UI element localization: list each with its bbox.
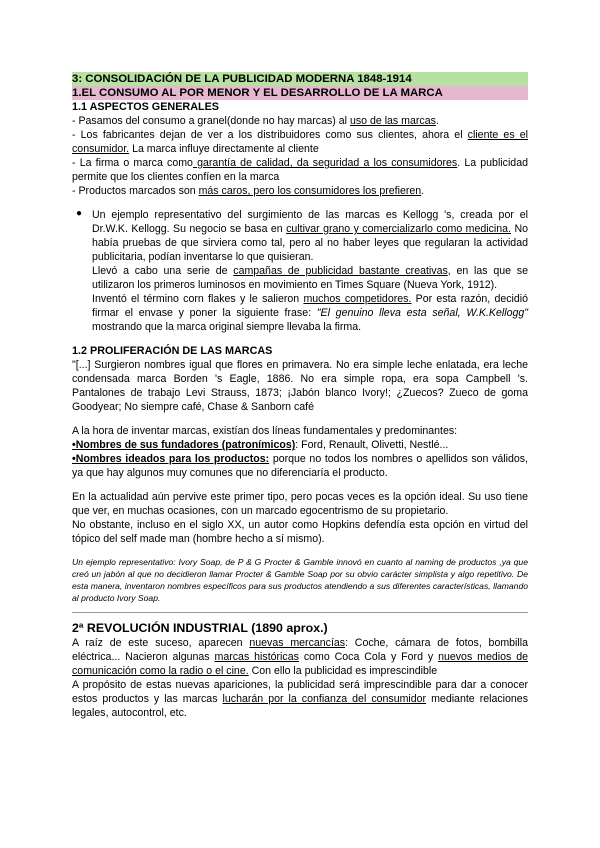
revolution-heading: 2ª REVOLUCIÓN INDUSTRIAL (1890 aprox.) [72, 621, 328, 635]
kellogg-bullet [72, 208, 528, 334]
ivory-soap-note: Un ejemplo representativo: Ivory Soap, de P & G Procter & Gamble innovó en cuanto al naming de productos ,ya que creó un jabón al que no decidieron llamar Procter & Gamble Soap por su obvio carácter simplista y algo repetitivo. De esta manera, inventaron nombres específicos para sus productos atendiendo a sus diferentes características, llamando al producto Ivory Soap. [72, 557, 528, 603]
paragraph-fabricantes: - Los fabricantes dejan de ver a los distribuidores como sus clientes, ahora el cliente es el consumidor. La marca influye directamente al cliente [72, 129, 528, 155]
paragraph-hopkins: No obstante, incluso en el siglo XX, un autor como Hopkins defendía esta opción en virtud del tópico del self made man (hombre hecho a sí mismo). [72, 519, 528, 545]
bullet-dot-icon: ● [76, 208, 83, 219]
paragraph-proposito: A propósito de estas nuevas apariciones, la publicidad será imprescindible para dar a conocer estos productos y las marcas lucharán por la confianza del consumidor mediante relaciones legales, autocontrol, etc. [72, 679, 528, 719]
list-item-fundadores: •Nombres de sus fundadores (patronímicos): Ford, Renault, Olivetti, Nestlé... [72, 439, 449, 451]
document-page [72, 72, 528, 720]
paragraph-granel: - Pasamos del consumo a granel(donde no hay marcas) al uso de las marcas. [72, 115, 439, 127]
kellogg-paragraph-3: Inventó el término corn flakes y le salieron muchos competidores. Por esta razón, decidió firmar el envase y poner la siguiente frase: "El genuino lleva esta señal, W.K.Kellogg" mostrando que la marca original siempre llevaba la firma. [92, 293, 529, 333]
paragraph-productos: - Productos marcados son más caros, pero los consumidores los prefieren. [72, 185, 425, 197]
subsection-heading-1-1: 1.1 ASPECTOS GENERALES [72, 101, 219, 113]
list-item-ideados: •Nombres ideados para los productos: porque no todos los nombres o apellidos son válidos, ya que hay algunos muy comunes que no diferenciaría el producto. [72, 453, 528, 479]
section-heading: 1.EL CONSUMO AL POR MENOR Y EL DESARROLLO DE LA MARCA [72, 86, 528, 100]
paragraph-firma: - La firma o marca como garantía de calidad, da seguridad a los consumidores. La publicidad permite que los clientes confíen en la marca [72, 157, 528, 183]
paragraph-actualidad: En la actualidad aún pervive este primer tipo, pero pocas veces es la opción ideal. Su uso tiene que ver, en muchas ocasiones, con un marcado egocentrismo de su propietario. [72, 491, 528, 517]
subsection-heading-1-2: 1.2 PROLIFERACIÓN DE LAS MARCAS [72, 345, 273, 357]
paragraph-mercancias: A raíz de este suceso, aparecen nuevas mercancías: Coche, cámara de fotos, bombilla eléctrica... Nacieron algunas marcas históricas como Coca Cola y Ford y nuevos medios de comunicación como la radio o el cine. Con ello la publicidad es imprescindible [72, 637, 528, 677]
paragraph-lineas: A la hora de inventar marcas, existían dos líneas fundamentales y predominantes: [72, 425, 458, 437]
kellogg-paragraph-2: Llevó a cabo una serie de campañas de publicidad bastante creativas, en las que se utilizaron los primeros luminosos en movimiento en Times Square (Nueva York, 1912). [92, 265, 528, 291]
kellogg-paragraph-1: Un ejemplo representativo del surgimiento de las marcas es Kellogg 's, creada por el Dr.W.K. Kellogg. Su negocio se basa en cultivar grano y comercializarlo como medicina. No había pruebas de que sirviera como tal, pero al no haber leyes que regularan la actividad publicitaria, podían inventarse lo que quisieran. [92, 209, 528, 263]
divider [72, 612, 528, 613]
chapter-heading: 3: CONSOLIDACIÓN DE LA PUBLICIDAD MODERNA 1848-1914 [72, 72, 528, 86]
quote-paragraph: "[...] Surgieron nombres igual que flores en primavera. No era simple leche enlatada, era leche condensada marca Borden 's Eagle, 1886. No era simple ropa, era sopa Campbell 's. Pantalones de trabajo Levi Strauss, 1873; ¡Jabón blanco Ivory!; ¿Zuecos? Zueco de goma Goodyear; No siempre café, Chase & Sanborn café [72, 359, 528, 413]
